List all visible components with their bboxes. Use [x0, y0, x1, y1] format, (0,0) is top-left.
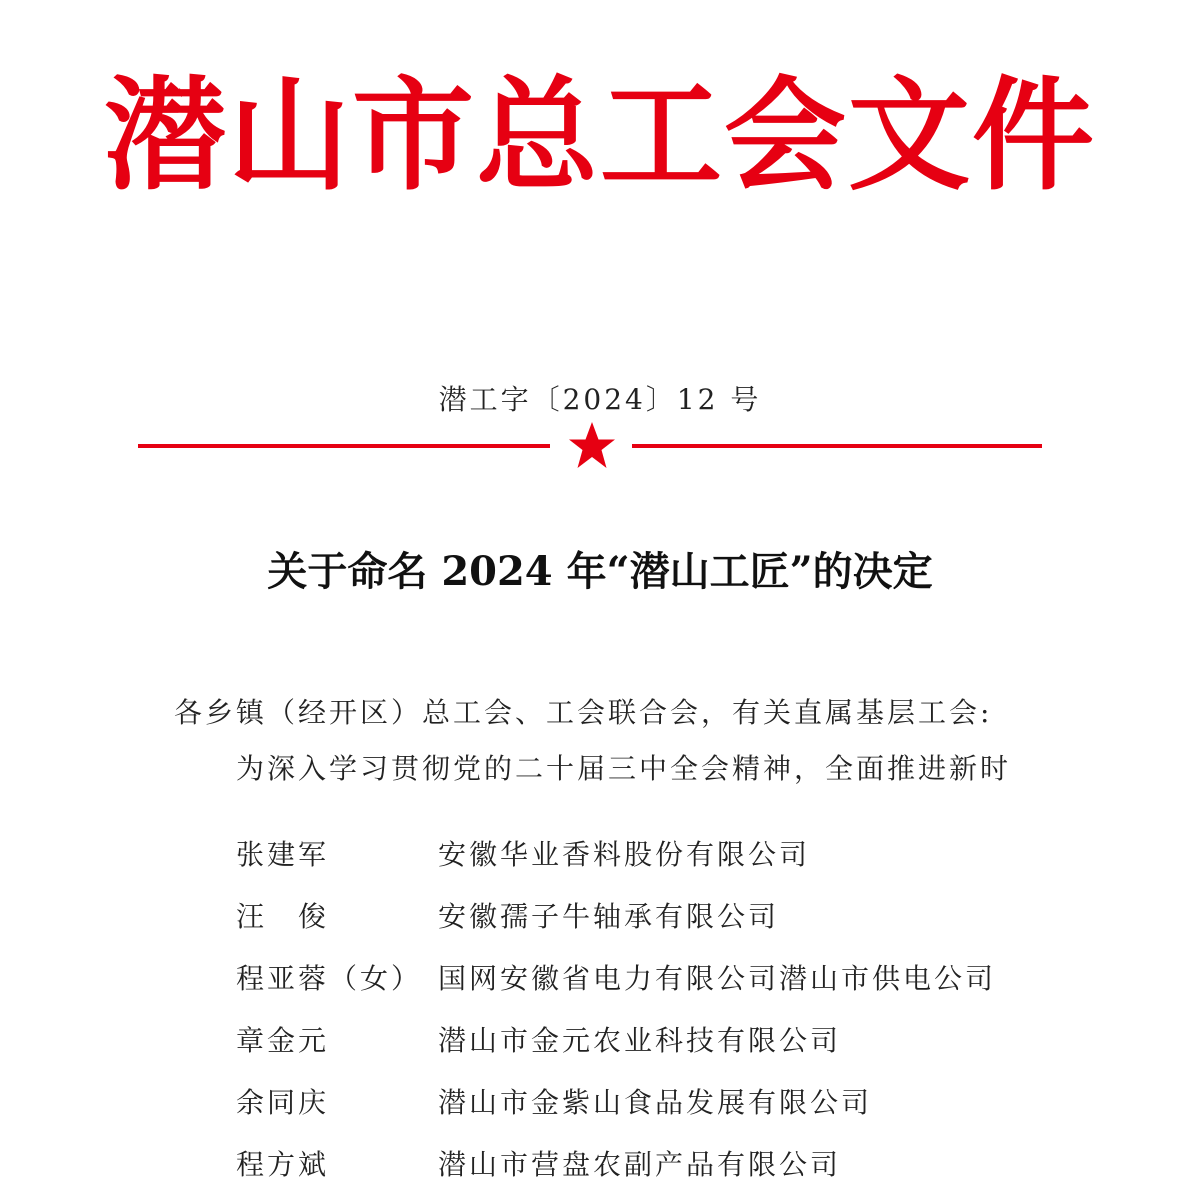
honoree-name: 章金元	[236, 1024, 330, 1057]
document-number: 潜工字〔2024〕12 号	[438, 383, 762, 416]
honoree-row	[236, 1142, 1136, 1200]
honoree-company: 潜山市金紫山食品发展有限公司	[438, 1086, 873, 1119]
honoree-row	[236, 894, 1136, 956]
honoree-list	[236, 832, 1136, 1200]
body-paragraph: 为深入学习贯彻党的二十届三中全会精神，全面推进新时	[236, 752, 1012, 785]
honoree-company: 国网安徽省电力有限公司潜山市供电公司	[438, 962, 997, 995]
honoree-name: 余同庆	[236, 1086, 330, 1119]
red-divider	[138, 418, 1042, 478]
divider-rule-right	[632, 444, 1042, 448]
document-title: 关于命名 2024 年“潜山工匠”的决定	[267, 548, 933, 595]
addressee-line: 各乡镇（经开区）总工会、工会联合会，有关直属基层工会:	[174, 696, 993, 729]
honoree-company: 安徽华业香料股份有限公司	[438, 838, 811, 871]
honoree-company: 潜山市营盘农副产品有限公司	[438, 1148, 842, 1181]
honoree-company: 安徽孺子牛轴承有限公司	[438, 900, 780, 933]
honoree-row	[236, 956, 1136, 1018]
honoree-company: 潜山市金元农业科技有限公司	[438, 1024, 842, 1057]
masthead-title: 潜山市总工会文件	[104, 63, 1096, 207]
honoree-row	[236, 832, 1136, 894]
red-star-icon	[568, 418, 616, 478]
honoree-row	[236, 1018, 1136, 1080]
honoree-name: 程亚蓉（女）	[236, 962, 423, 995]
honoree-row	[236, 1080, 1136, 1142]
divider-rule-left	[138, 444, 550, 448]
honoree-name: 汪 俊	[236, 900, 330, 933]
honoree-name: 张建军	[236, 838, 330, 871]
honoree-name: 程方斌	[236, 1148, 330, 1181]
